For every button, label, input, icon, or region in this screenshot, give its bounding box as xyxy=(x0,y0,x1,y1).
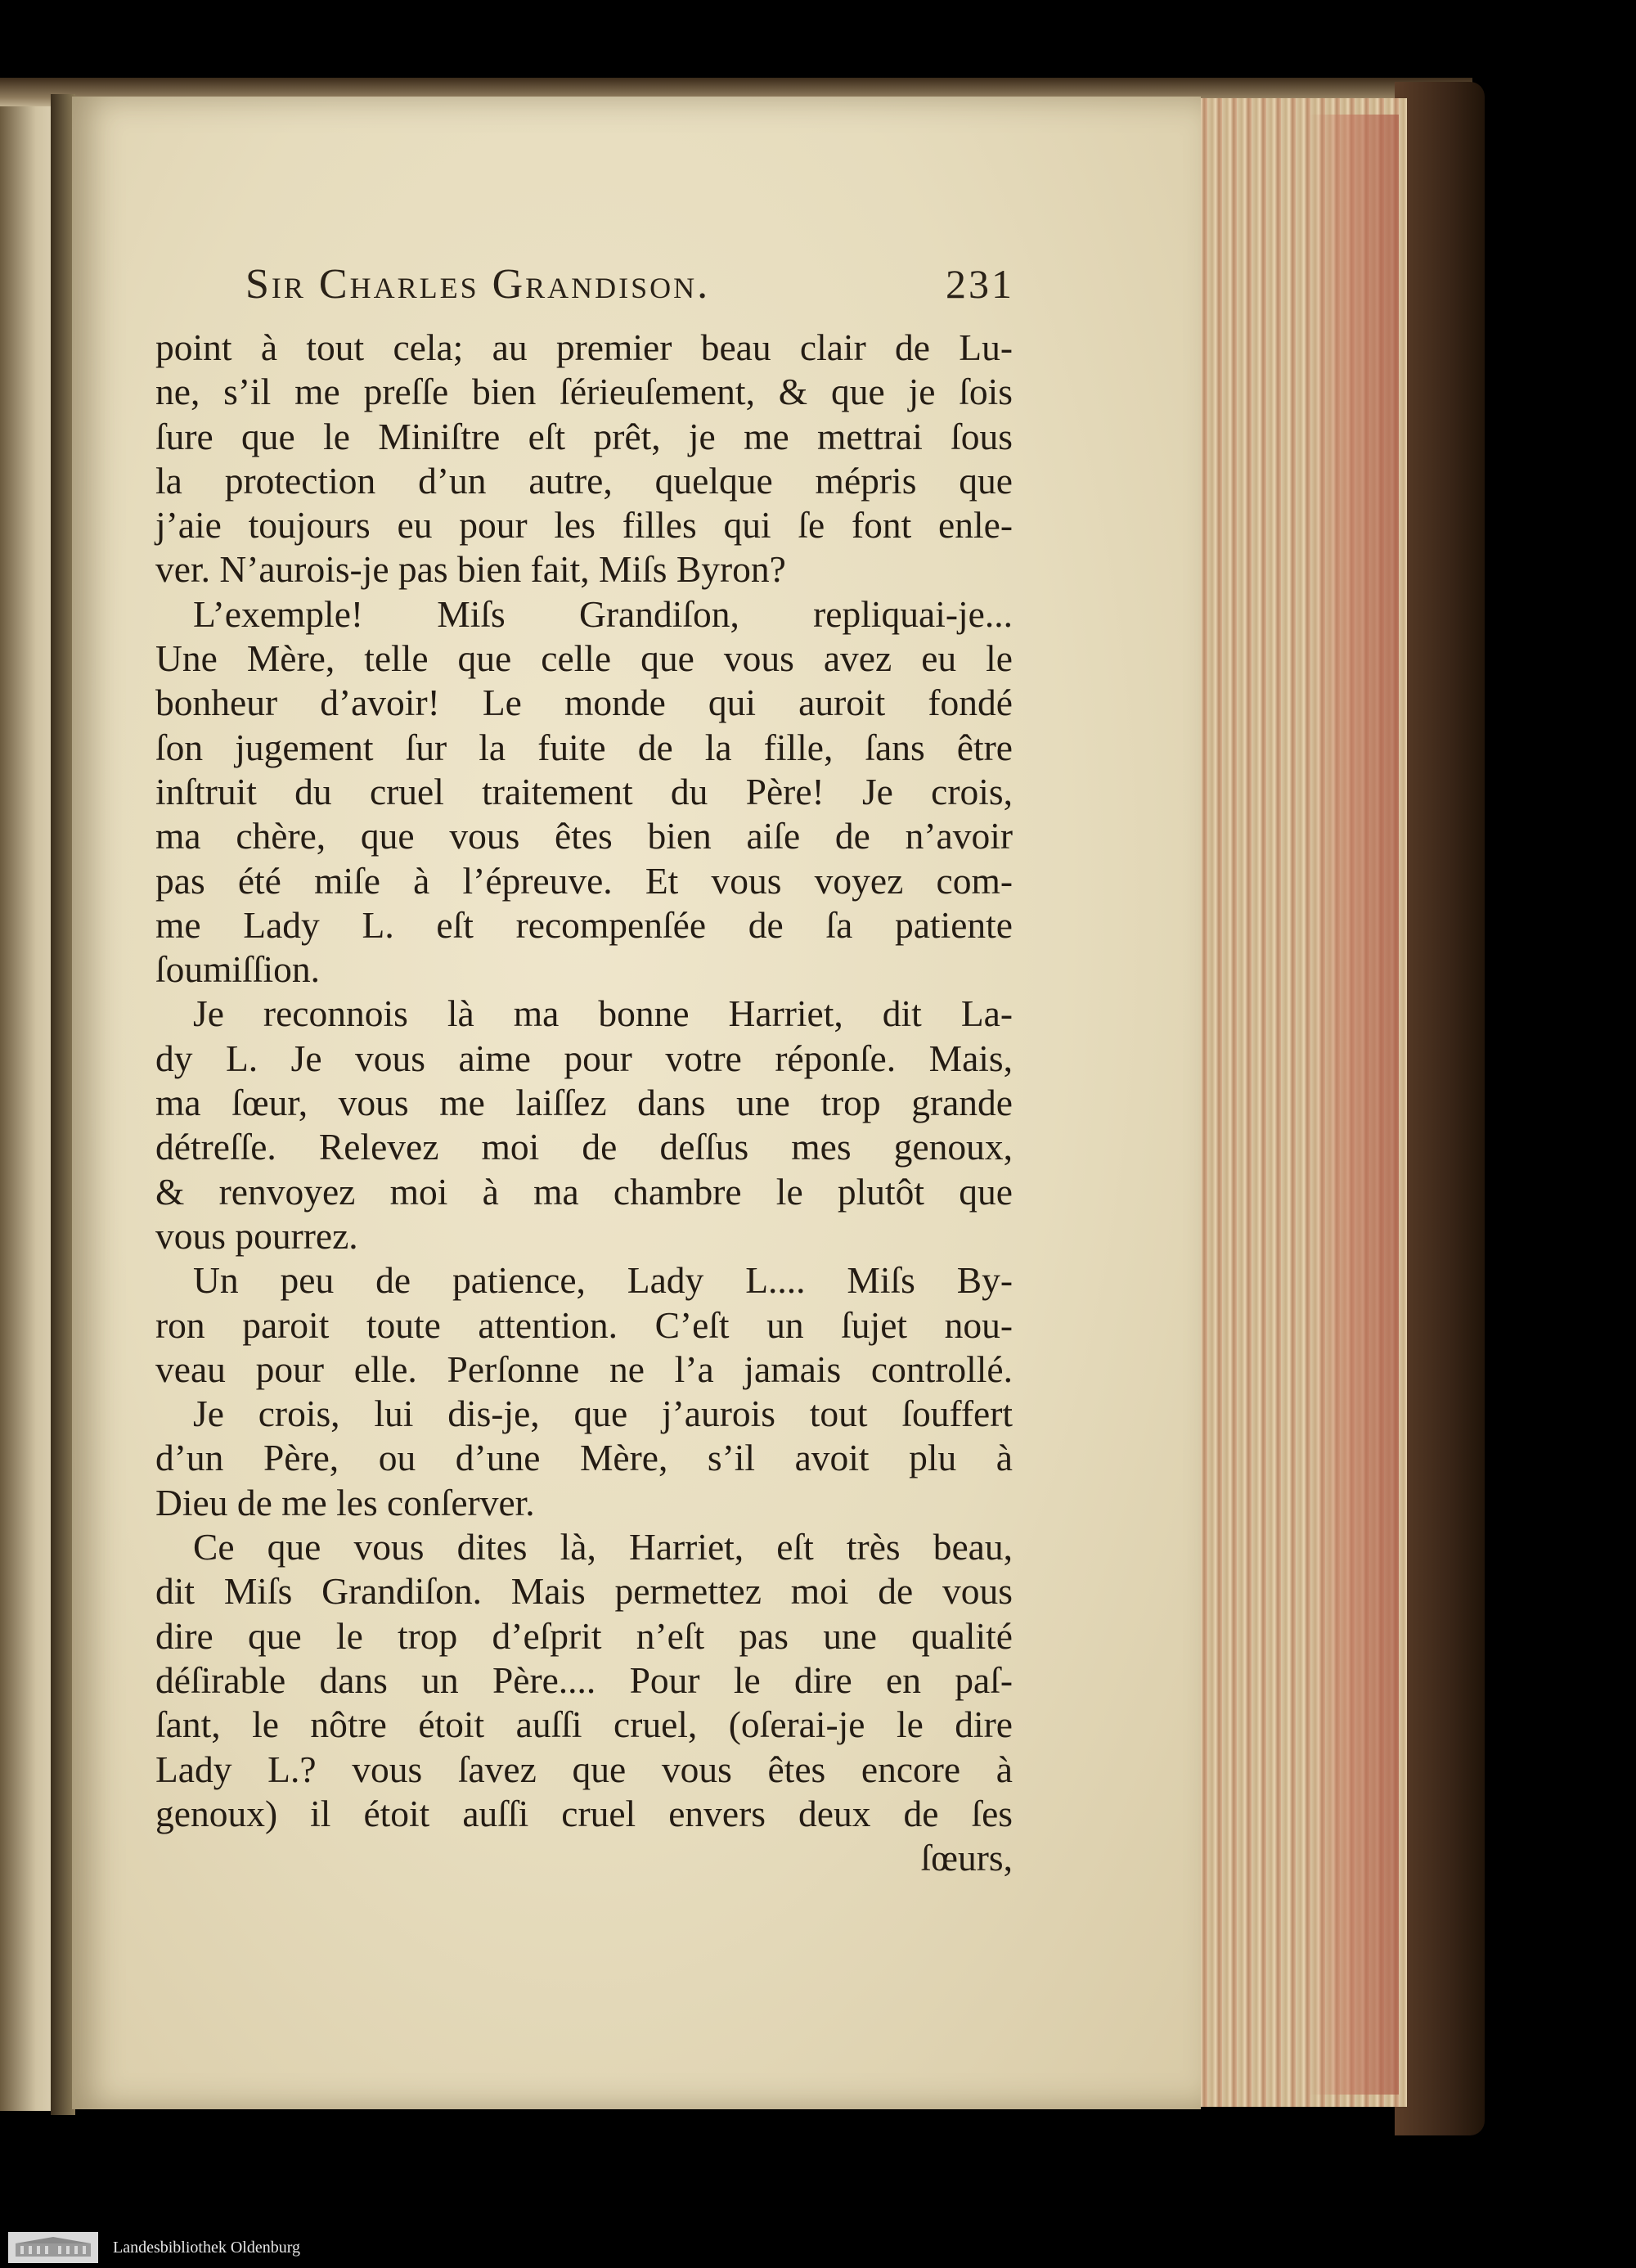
text-line: L’exemple! Miſs Grandiſon, repliquai-je... xyxy=(193,592,1013,635)
text-block xyxy=(155,326,1013,1880)
book-binding xyxy=(1395,82,1485,2135)
text-line: j’aie toujours eu pour les filles qui ſe font enle- xyxy=(155,504,1013,547)
text-line: ver. N’aurois-je pas bien fait, Miſs Byron? xyxy=(155,548,786,591)
text-line: Je crois, lui dis-je, que j’aurois tout ſouffert xyxy=(193,1393,1013,1435)
page-header xyxy=(245,260,1014,326)
text-line: Je reconnois là ma bonne Harriet, dit La- xyxy=(193,992,1013,1035)
text-line: veau pour elle. Perſonne ne l’a jamais controllé. xyxy=(155,1348,1013,1390)
text-line: ſant, le nôtre étoit auſſi cruel, (oſerai-je le dire xyxy=(155,1703,1013,1746)
text-line: ſœurs, xyxy=(920,1837,1013,1879)
text-line: vous pourrez. xyxy=(155,1214,358,1257)
text-line: ne, s’il me preſſe bien ſérieuſement, & que je ſois xyxy=(155,371,1013,413)
text-line: ron paroit toute attention. C’eſt un ſujet nou- xyxy=(155,1303,1013,1346)
text-line: ma ſœur, vous me laiſſez dans une trop grande xyxy=(155,1082,1013,1124)
red-page-edge xyxy=(1309,115,1399,2095)
footer-bar xyxy=(0,2227,1636,2268)
running-head: Sir Charles Grandison. xyxy=(245,261,711,308)
text-line: dire que le trop d’eſprit n’eſt pas une qualité xyxy=(155,1614,1013,1657)
page-number: 231 xyxy=(946,261,1014,307)
institution-name: Landesbibliothek Oldenburg xyxy=(113,2238,301,2257)
text-line: ſoumiſſion. xyxy=(155,948,320,991)
text-line: ſon jugement ſur la fuite de la fille, ſans être xyxy=(155,726,1013,768)
text-line: & renvoyez moi à ma chambre le plutôt que xyxy=(155,1170,1013,1213)
text-line: détreſſe. Relevez moi de deſſus mes genoux, xyxy=(155,1126,1013,1168)
text-line: Une Mère, telle que celle que vous avez eu le xyxy=(155,637,1013,680)
text-line: point à tout cela; au premier beau clair de Lu- xyxy=(155,326,1013,368)
text-line: inſtruit du cruel traitement du Père! Je crois, xyxy=(155,770,1013,812)
text-line: Dieu de me les conſerver. xyxy=(155,1481,535,1523)
text-line: genoux) il étoit auſſi cruel envers deux de ſes xyxy=(155,1792,1013,1834)
text-line: d’un Père, ou d’une Mère, s’il avoit plu à xyxy=(155,1437,1013,1479)
text-line: déſirable dans un Père.... Pour le dire en paſ- xyxy=(155,1658,1013,1701)
text-line: Lady L.? vous ſavez que vous êtes encore à xyxy=(155,1748,1013,1790)
text-line: la protection d’un autre, quelque mépris que xyxy=(155,459,1013,502)
library-building-icon xyxy=(8,2232,98,2263)
text-line: Un peu de patience, Lady L.... Miſs By- xyxy=(193,1259,1013,1302)
text-line: bonheur d’avoir! Le monde qui auroit fondé xyxy=(155,682,1013,724)
text-line: Ce que vous dites là, Harriet, eſt très beau, xyxy=(193,1526,1013,1568)
text-line: dy L. Je vous aime pour votre réponſe. Mais, xyxy=(155,1037,1013,1079)
text-line: me Lady L. eſt recompenſée de ſa patiente xyxy=(155,903,1013,946)
text-line: dit Miſs Grandiſon. Mais permettez moi de vous xyxy=(155,1570,1013,1613)
text-line: ſure que le Miniſtre eſt prêt, je me mettrai ſous xyxy=(155,415,1013,457)
text-line: ma chère, que vous êtes bien aiſe de n’avoir xyxy=(155,815,1013,857)
text-line: pas été miſe à l’épreuve. Et vous voyez com- xyxy=(155,859,1013,902)
